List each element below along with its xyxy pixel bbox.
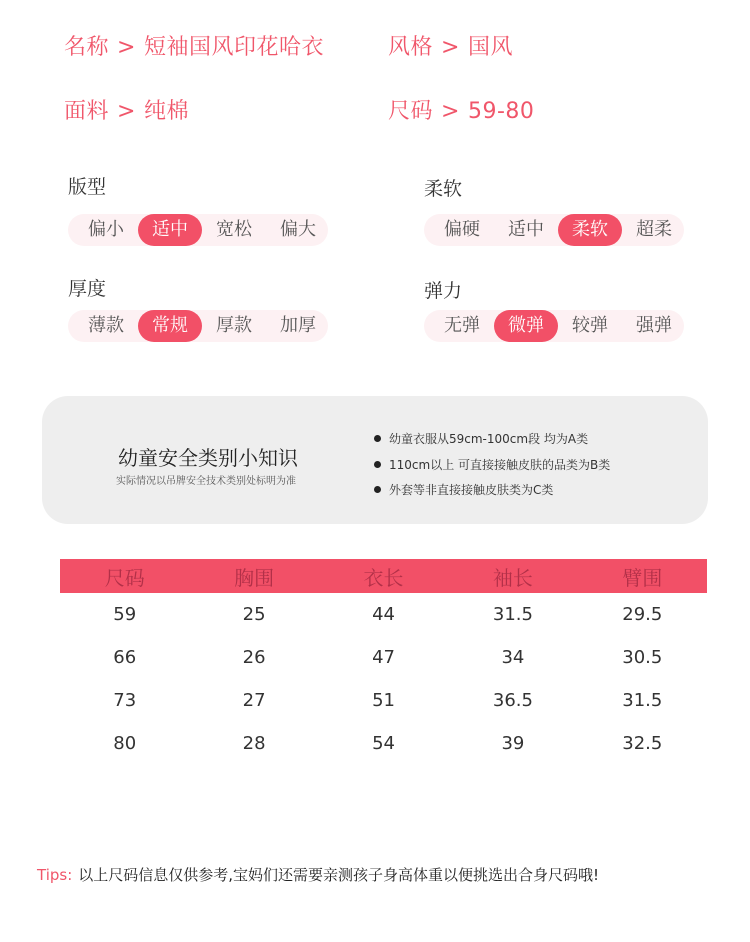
table-row: [60, 593, 707, 636]
safety-bullet: [374, 456, 610, 473]
size-table: [60, 559, 707, 765]
table-cell: 51: [372, 690, 395, 711]
elasticity-option[interactable]: 无弹: [444, 315, 480, 336]
elasticity-title: 弹力: [424, 280, 463, 302]
table-cell: 32.5: [622, 733, 663, 754]
safety-bullet-text: 外套等非直接接触皮肤类为C类: [389, 483, 554, 497]
softness-option[interactable]: 适中: [508, 219, 544, 240]
size-label: 尺码: [388, 99, 434, 124]
bullet-dot-icon: [374, 435, 381, 442]
safety-title: 幼童安全类别小知识: [118, 446, 298, 470]
style-value: 国风: [467, 35, 513, 60]
column-header: 臂围: [622, 565, 663, 590]
elasticity-option[interactable]: 微弹: [494, 310, 558, 342]
elasticity-options: [424, 310, 684, 342]
table-cell: 47: [372, 647, 395, 668]
table-cell: 54: [372, 733, 395, 754]
fit-option[interactable]: 适中: [138, 214, 202, 246]
info-fabric: [64, 94, 189, 125]
style-label: 风格: [388, 35, 434, 60]
fit-title: 版型: [68, 176, 107, 198]
table-cell: 27: [242, 690, 266, 711]
separator: >: [117, 99, 136, 124]
table-cell: 34: [501, 647, 525, 668]
table-row: [60, 636, 707, 679]
safety-bullet-text: 110cm以上 可直接接触皮肤的品类为B类: [389, 458, 611, 472]
safety-bullet: [374, 481, 553, 498]
table-cell: 73: [113, 690, 137, 711]
column-header: 尺码: [104, 565, 145, 590]
table-cell: 59: [113, 604, 137, 625]
info-size: [388, 94, 534, 125]
softness-options: [424, 214, 684, 246]
tips-label: Tips:: [37, 866, 73, 884]
info-style: [388, 30, 513, 61]
size-value: 59-80: [467, 99, 535, 124]
table-cell: 44: [372, 604, 395, 625]
name-value: 短袖国风印花哈衣: [143, 35, 324, 60]
fit-option[interactable]: 偏小: [88, 219, 124, 240]
table-row: [60, 722, 707, 765]
bullet-dot-icon: [374, 486, 381, 493]
column-header: 胸围: [234, 565, 275, 590]
table-row: [60, 679, 707, 722]
fabric-label: 面料: [64, 99, 110, 124]
table-cell: 31.5: [492, 604, 533, 625]
table-cell: 36.5: [492, 690, 533, 711]
table-cell: 25: [242, 604, 266, 625]
fit-option[interactable]: 偏大: [280, 219, 316, 240]
thickness-options: [68, 310, 328, 342]
thickness-option[interactable]: 常规: [138, 310, 202, 342]
safety-subtitle: 实际情况以吊牌安全技术类别处标明为准: [116, 476, 296, 487]
table-cell: 29.5: [622, 604, 663, 625]
safety-bullet-text: 幼童衣服从59cm-100cm段 均为A类: [389, 432, 589, 446]
separator: >: [441, 99, 460, 124]
table-cell: 31.5: [622, 690, 663, 711]
info-name: [64, 30, 324, 61]
column-header: 袖长: [492, 565, 533, 590]
fit-options: [68, 214, 328, 246]
thickness-option[interactable]: 厚款: [216, 315, 252, 336]
table-cell: 26: [242, 647, 266, 668]
separator: >: [441, 35, 460, 60]
tips-text: 以上尺码信息仅供参考,宝妈们还需要亲测孩子身高体重以便挑选出合身尺码哦!: [78, 866, 600, 884]
thickness-option[interactable]: 加厚: [280, 315, 316, 336]
name-label: 名称: [64, 35, 110, 60]
tips-line: [37, 864, 599, 885]
elasticity-option[interactable]: 强弹: [636, 315, 672, 336]
fit-option[interactable]: 宽松: [216, 219, 252, 240]
column-header: 衣长: [363, 565, 404, 590]
safety-bullet: [374, 430, 588, 447]
thickness-title: 厚度: [68, 278, 107, 300]
size-table-header: [60, 559, 707, 593]
safety-info-box: [42, 396, 708, 524]
softness-title: 柔软: [424, 178, 463, 200]
elasticity-option[interactable]: 较弹: [572, 315, 608, 336]
softness-option[interactable]: 偏硬: [444, 219, 480, 240]
table-cell: 80: [113, 733, 137, 754]
table-cell: 30.5: [622, 647, 663, 668]
softness-option[interactable]: 超柔: [636, 219, 672, 240]
table-cell: 66: [113, 647, 137, 668]
table-cell: 28: [242, 733, 266, 754]
softness-option[interactable]: 柔软: [558, 214, 622, 246]
separator: >: [117, 35, 136, 60]
thickness-option[interactable]: 薄款: [88, 315, 124, 336]
table-cell: 39: [501, 733, 525, 754]
bullet-dot-icon: [374, 461, 381, 468]
fabric-value: 纯棉: [143, 99, 189, 124]
